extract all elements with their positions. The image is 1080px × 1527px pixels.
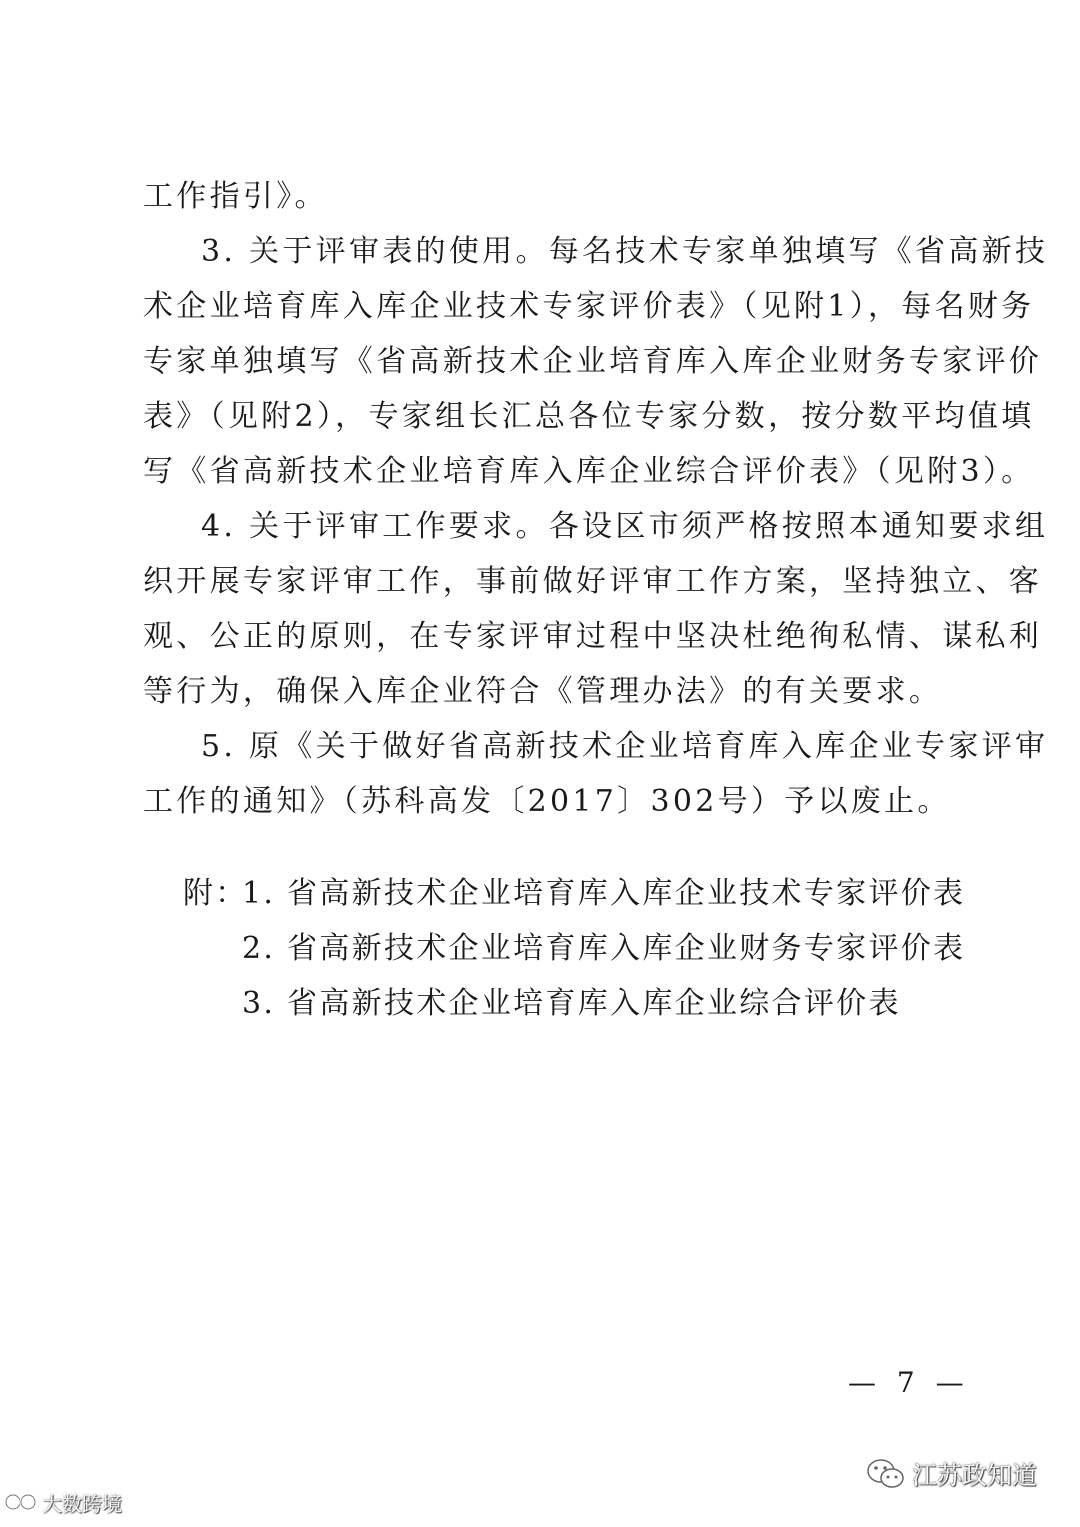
text-line: 3. 关于评审表的使用。每名技术专家单独填写《省高新技 bbox=[201, 234, 1049, 269]
attachment-item: 3. 省高新技术企业培育库入库企业综合评价表 bbox=[242, 986, 901, 1021]
text-line: 表》（见附2），专家组长汇总各位专家分数，按分数平均值填 bbox=[143, 399, 1035, 434]
text-line: 写《省高新技术企业培育库入库企业综合评价表》（见附3）。 bbox=[143, 454, 1035, 489]
attachment-item: 1. 省高新技术企业培育库入库企业技术专家评价表 bbox=[242, 876, 966, 911]
text-line: 工作的通知》（苏科高发〔2017〕302号）予以废止。 bbox=[143, 784, 951, 819]
text-line: 工作指引》。 bbox=[143, 179, 328, 214]
text-line: 等行为，确保入库企业符合《管理办法》的有关要求。 bbox=[143, 674, 943, 709]
text-line: 观、公正的原则，在专家评审过程中坚决杜绝徇私情、谋私利 bbox=[143, 619, 1043, 654]
page-number: — 7 — bbox=[848, 1366, 970, 1399]
wechat-icon bbox=[866, 1457, 906, 1491]
logo-icon bbox=[4, 1489, 38, 1515]
attachment-item: 2. 省高新技术企业培育库入库企业财务专家评价表 bbox=[242, 931, 966, 966]
text-line: 5. 原《关于做好省高新技术企业培育库入库企业专家评审 bbox=[201, 729, 1049, 764]
text-line: 4. 关于评审工作要求。各设区市须严格按照本通知要求组 bbox=[201, 509, 1049, 544]
attachments-label: 附： bbox=[183, 876, 248, 911]
watermark-site-name: 大数跨境 bbox=[42, 1491, 122, 1516]
watermark-account-name: 江苏政知道 bbox=[912, 1461, 1038, 1490]
text-line: 术企业培育库入库企业技术专家评价表》（见附1），每名财务 bbox=[143, 289, 1035, 324]
text-line: 专家单独填写《省高新技术企业培育库入库企业财务专家评价 bbox=[143, 344, 1043, 379]
text-line: 织开展专家评审工作，事前做好评审工作方案，坚持独立、客 bbox=[143, 564, 1043, 599]
watermark-account bbox=[866, 1454, 1037, 1494]
watermark-site bbox=[4, 1484, 122, 1520]
